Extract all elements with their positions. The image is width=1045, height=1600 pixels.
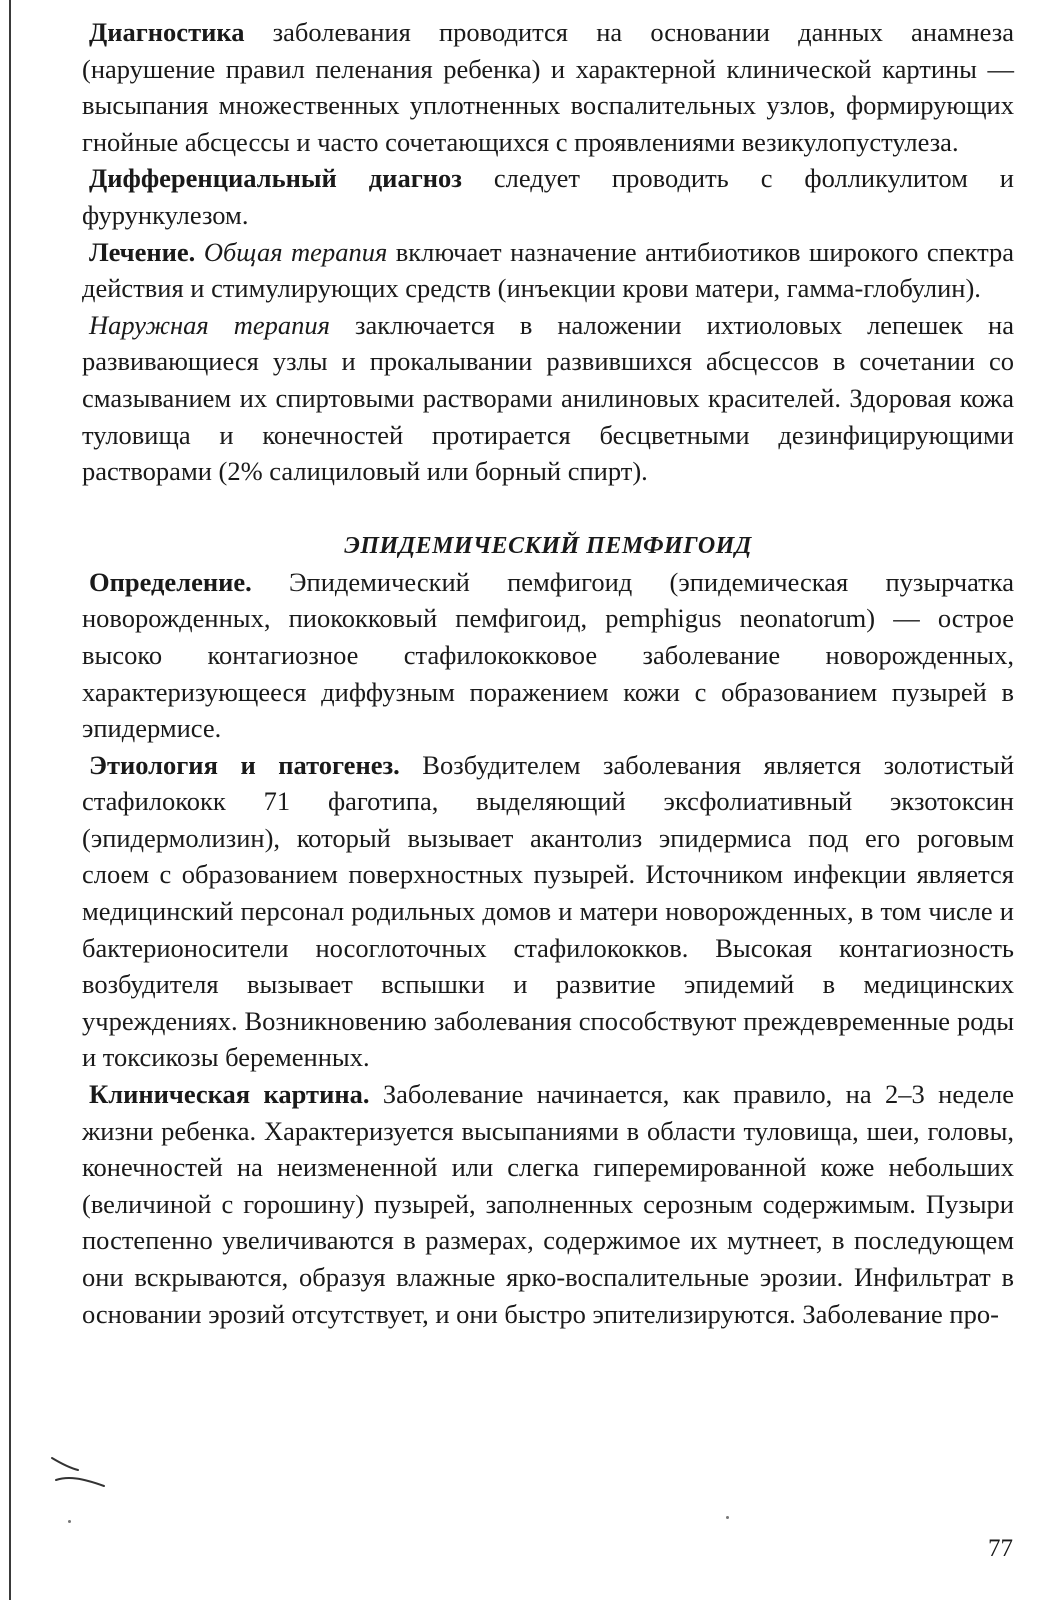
paragraph-etiology (82, 747, 1014, 1076)
scan-speck (68, 1520, 71, 1523)
paragraph-text: следует проводить с фолликулитом и фурункулезом. (82, 163, 1014, 230)
paragraph-lead: Диагностика (89, 17, 245, 47)
page-edge-rule (9, 0, 11, 1600)
paragraph-text: включает назначение антибиотиков широкого спектра действия и стимулирующих средств (инъекции крови матери, гамма-глобулин). (82, 236, 1014, 304)
paragraph-lead: Определение. (89, 566, 252, 597)
paragraph-text: Возбудителем заболевания является золотистый стафилококк 71 фаготипа, выделяющий эксфолиативный экзотоксин (эпидермолизин), который вызывает акантолиз эпидермиса под его роговым слоем с образованием поверхностных пузырей. Источником инфекции является медицинский персонал родильных домов и матери новорожденных, в том числе и бактерионосители носоглоточных стафилококков. Высокая контагиозность возбудителя вызывает вспышки и развитие эпидемий в медицинских учреждениях. Возникновению заболевания способствуют преждевременные роды и токсикозы беременных. (82, 749, 1015, 1073)
paragraph-lead: Этиология и патогенез. (89, 749, 400, 780)
paragraph-lead: Лечение. (89, 236, 196, 267)
pen-mark-icon (48, 1454, 108, 1488)
page-body (82, 14, 1014, 1332)
scan-speck (726, 1516, 729, 1519)
paragraph-text: Эпидемический пемфигоид (эпидемическая пузырчатка новорожденных, пиококковый пемфигоид, pemphigus neonatorum) — острое высоко контагиозное стафилококковое заболевание новорожденных, характеризующееся диффузным поражением кожи с образованием пузырей в эпидермисе. (82, 566, 1014, 744)
paragraph-text: заболевания проводится на основании данных анамнеза (нарушение правил пеленания ребенка) и характерной клинической картины — высыпания множественных уплотненных воспалительных узлов, формирующих гнойные абсцессы и часто сочетающихся с проявлениями везикулопустулеза. (82, 17, 1014, 157)
page-number: 77 (988, 1535, 1013, 1562)
paragraph-italic-term: Общая терапия (195, 236, 388, 267)
paragraph-definition (82, 564, 1014, 747)
paragraph-treatment (82, 234, 1014, 307)
paragraph-diagnostics (82, 14, 1014, 160)
paragraph-text: Заболевание начинается, как правило, на 2–3 неделе жизни ребенка. Характеризуется высыпаниями в области туловища, шеи, головы, конечностей на неизмененной или слегка гиперемированной коже небольших (величиной с горошину) пузырей, заполненных серозным содержимым. Пузыри постепенно увеличиваются в размерах, содержимое их мутнеет, в последующем они вскрываются, образуя влажные ярко-воспалительные эрозии. Инфильтрат в основании эрозий отсутствует, и они быстро эпителизируются. Заболевание про- (82, 1079, 1014, 1329)
paragraph-differential-diagnosis (82, 160, 1014, 233)
paragraph-lead: Дифференциальный диагноз (89, 163, 462, 194)
paragraph-external-therapy (82, 307, 1014, 490)
paragraph-italic-term: Наружная терапия (89, 309, 330, 340)
section-heading: ЭПИДЕМИЧЕСКИЙ ПЕМФИГОИД (344, 532, 752, 559)
paragraph-clinical-picture (82, 1076, 1014, 1332)
paragraph-lead: Клиническая картина. (89, 1079, 370, 1110)
paragraph-text: заключается в наложении ихтиоловых лепешек на развивающиеся узлы и прокалывании развившихся абсцессов в сочетании со смазыванием их спиртовыми растворами анилиновых красителей. Здоровая кожа туловища и конечностей протирается бесцветными дезинфицирующими растворами (2% салициловый или борный спирт). (82, 309, 1014, 487)
